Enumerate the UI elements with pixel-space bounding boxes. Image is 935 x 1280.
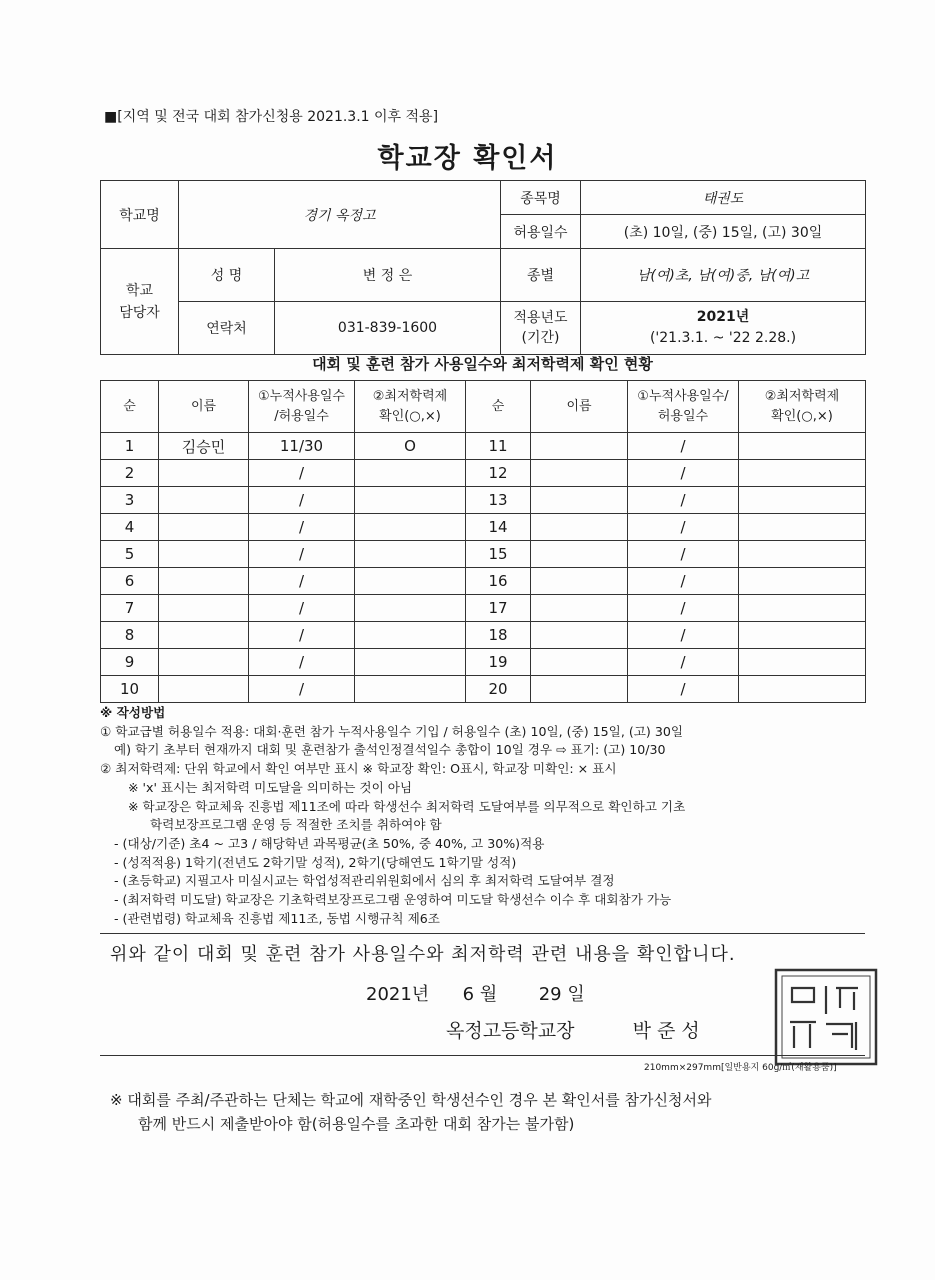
row-days-right: / <box>628 676 739 703</box>
row-days-right: / <box>628 433 739 460</box>
row-days: / <box>249 541 355 568</box>
row-no: 3 <box>101 487 159 514</box>
divider <box>100 933 865 934</box>
row-no-right: 17 <box>466 595 531 622</box>
col-name: 이름 <box>159 381 249 433</box>
year-cell <box>581 302 866 355</box>
row-min-grade-right <box>739 460 866 487</box>
row-min-grade <box>355 460 466 487</box>
row-name-right <box>531 487 628 514</box>
row-no: 10 <box>101 676 159 703</box>
row-name-right <box>531 649 628 676</box>
col-days: ①누적사용일수 /허용일수 <box>249 381 355 433</box>
table-row <box>101 541 866 568</box>
row-no: 1 <box>101 433 159 460</box>
note-line: - (최저학력 미도달) 학교장은 기초학력보장프로그램 운영하여 미도달 학생선수 이수 후 대회참가 가능 <box>114 892 672 908</box>
name-value: 변 정 은 <box>275 249 501 302</box>
principal-name: 박 준 성 <box>632 1020 700 1042</box>
row-days-right: / <box>628 622 739 649</box>
row-days: / <box>249 622 355 649</box>
row-name <box>159 676 249 703</box>
row-min-grade <box>355 676 466 703</box>
row-name <box>159 568 249 595</box>
event-value: 태권도 <box>581 181 866 215</box>
row-no-right: 11 <box>466 433 531 460</box>
row-name <box>159 460 249 487</box>
school-label: 학교명 <box>101 181 179 249</box>
row-min-grade <box>355 487 466 514</box>
row-days-right: / <box>628 460 739 487</box>
footer-note <box>110 1088 711 1136</box>
row-days: / <box>249 649 355 676</box>
footer-line: ※ 대회를 주최/주관하는 단체는 학교에 재학중인 학생선수인 경우 본 확인서를 참가신청서와 <box>110 1091 712 1109</box>
col-min-grade: ②최저학력제 확인(○,×) <box>355 381 466 433</box>
table-row <box>101 460 866 487</box>
note-line: ※ 작성방법 <box>100 705 166 720</box>
col-days-right: ①누적사용일수/ 허용일수 <box>628 381 739 433</box>
row-name <box>159 541 249 568</box>
row-name-right <box>531 568 628 595</box>
category-label: 종별 <box>501 249 581 302</box>
roster-header-row <box>101 381 866 433</box>
row-min-grade-right <box>739 568 866 595</box>
table-row <box>101 487 866 514</box>
row-name: 김승민 <box>159 433 249 460</box>
col-no: 순 <box>101 381 159 433</box>
table-row <box>101 649 866 676</box>
row-name <box>159 649 249 676</box>
top-note: ■[지역 및 전국 대회 참가신청용 2021.3.1 이후 적용] <box>104 109 439 125</box>
row-no-right: 14 <box>466 514 531 541</box>
note-line: - (성적적용) 1학기(전년도 2학기말 성적), 2학기(당해연도 1학기말 성적) <box>114 854 517 870</box>
row-no-right: 16 <box>466 568 531 595</box>
note-line: ② 최저학력제: 단위 학교에서 확인 여부만 표시 ※ 학교장 확인: O표시, 학교장 미확인: × 표시 <box>100 761 617 777</box>
row-name-right <box>531 541 628 568</box>
row-days-right: / <box>628 487 739 514</box>
note-line: - (초등학교) 지필고사 미실시교는 학업성적관리위원회에서 심의 후 최저학력 도달여부 결정 <box>114 873 615 889</box>
row-name-right <box>531 622 628 649</box>
row-days: / <box>249 676 355 703</box>
row-min-grade-right <box>739 595 866 622</box>
table-row <box>101 568 866 595</box>
event-label: 종목명 <box>501 181 581 215</box>
row-min-grade <box>355 649 466 676</box>
row-no: 7 <box>101 595 159 622</box>
row-min-grade <box>355 541 466 568</box>
row-min-grade-right <box>739 514 866 541</box>
table-row <box>101 622 866 649</box>
row-days-right: / <box>628 568 739 595</box>
row-min-grade: O <box>355 433 466 460</box>
date-day: 29 일 <box>538 984 585 1005</box>
row-name-right <box>531 514 628 541</box>
row-days-right: / <box>628 541 739 568</box>
col-name-right: 이름 <box>531 381 628 433</box>
row-name-right <box>531 595 628 622</box>
note-line: ① 학교급별 허용일수 적용: 대회·훈련 참가 누적사용일수 기입 / 허용일수 (초) 10일, (중) 15일, (고) 30일 <box>100 723 684 739</box>
row-days-right: / <box>628 514 739 541</box>
divider-bottom <box>100 1055 865 1056</box>
category-value: 남(여)초, 남(여)중, 남(여)고 <box>581 249 866 302</box>
date-month: 6 월 <box>462 984 498 1005</box>
row-no: 8 <box>101 622 159 649</box>
section-heading: 대회 및 훈련 참가 사용일수와 최저학력제 확인 현황 <box>312 355 653 373</box>
row-days: / <box>249 487 355 514</box>
note-line: - (대상/기준) 초4 ~ 고3 / 해당학년 과목평균(초 50%, 중 40%, 고 30%)적용 <box>114 835 545 851</box>
school-value: 경기 옥정고 <box>179 181 501 249</box>
row-min-grade <box>355 568 466 595</box>
row-name <box>159 514 249 541</box>
row-min-grade <box>355 595 466 622</box>
date-year: 2021년 <box>366 984 430 1005</box>
note-line: 예) 학기 초부터 현재까지 대회 및 훈련참가 출석인정결석일수 총합이 10일 경우 ⇨ 표기: (고) 10/30 <box>114 742 666 758</box>
row-min-grade-right <box>739 487 866 514</box>
period-value: ('21.3.1. ~ '22 2.28.) <box>649 330 797 346</box>
row-no-right: 18 <box>466 622 531 649</box>
table-row <box>101 676 866 703</box>
school-name: 옥정고등학교장 <box>446 1020 575 1042</box>
col-min-grade-right: ②최저학력제 확인(○,×) <box>739 381 866 433</box>
date <box>366 980 585 1006</box>
row-min-grade-right <box>739 622 866 649</box>
notes <box>100 704 880 928</box>
signature <box>446 1016 700 1043</box>
year-value: 2021년 <box>696 309 750 325</box>
row-min-grade-right <box>739 649 866 676</box>
row-days-right: / <box>628 649 739 676</box>
row-name <box>159 487 249 514</box>
row-no: 4 <box>101 514 159 541</box>
row-name-right <box>531 433 628 460</box>
document-title: 학교장 확인서 <box>377 143 558 174</box>
row-name <box>159 622 249 649</box>
row-no: 2 <box>101 460 159 487</box>
name-label: 성 명 <box>179 249 275 302</box>
note-line: 학력보장프로그램 운영 등 적절한 조치를 취하여야 함 <box>150 817 442 833</box>
row-name-right <box>531 460 628 487</box>
row-min-grade-right <box>739 541 866 568</box>
note-line: - (관련법령) 학교체육 진흥법 제11조, 동법 시행규칙 제6조 <box>114 910 440 926</box>
row-min-grade-right <box>739 676 866 703</box>
row-days-right: / <box>628 595 739 622</box>
table-row <box>101 514 866 541</box>
row-name <box>159 595 249 622</box>
allowed-days-value: (초) 10일, (중) 15일, (고) 30일 <box>581 215 866 249</box>
row-no: 5 <box>101 541 159 568</box>
roster-table <box>100 380 866 703</box>
confirm-text: 위와 같이 대회 및 훈련 참가 사용일수와 최저학력 관련 내용을 확인합니다. <box>110 944 736 965</box>
row-no: 6 <box>101 568 159 595</box>
paper-note: 210mm×297mm[일반용지 60g/㎡(재활용품)] <box>644 1063 837 1073</box>
col-no-right: 순 <box>466 381 531 433</box>
row-no-right: 12 <box>466 460 531 487</box>
row-min-grade-right <box>739 433 866 460</box>
row-days: / <box>249 568 355 595</box>
contact-label: 학교 담당자 <box>101 249 179 355</box>
table-row <box>101 433 866 460</box>
row-min-grade <box>355 622 466 649</box>
row-no-right: 20 <box>466 676 531 703</box>
row-days: / <box>249 514 355 541</box>
allowed-days-label: 허용일수 <box>501 215 581 249</box>
phone-value: 031-839-1600 <box>275 302 501 355</box>
row-no-right: 13 <box>466 487 531 514</box>
row-no-right: 15 <box>466 541 531 568</box>
phone-label: 연락처 <box>179 302 275 355</box>
row-name-right <box>531 676 628 703</box>
footer-line: 함께 반드시 제출받아야 함(허용일수를 초과한 대회 참가는 불가함) <box>138 1115 575 1133</box>
row-no-right: 19 <box>466 649 531 676</box>
table-row <box>101 595 866 622</box>
note-line: ※ 'x' 표시는 최저학력 미도달을 의미하는 것이 아님 <box>128 779 413 795</box>
note-line: ※ 학교장은 학교체육 진흥법 제11조에 따라 학생선수 최저학력 도달여부를 의무적으로 확인하고 기초 <box>128 798 686 814</box>
header-info-table <box>100 180 866 355</box>
row-days: / <box>249 595 355 622</box>
row-no: 9 <box>101 649 159 676</box>
row-days: / <box>249 460 355 487</box>
year-label: 적용년도 (기간) <box>501 302 581 355</box>
row-min-grade <box>355 514 466 541</box>
row-days: 11/30 <box>249 433 355 460</box>
